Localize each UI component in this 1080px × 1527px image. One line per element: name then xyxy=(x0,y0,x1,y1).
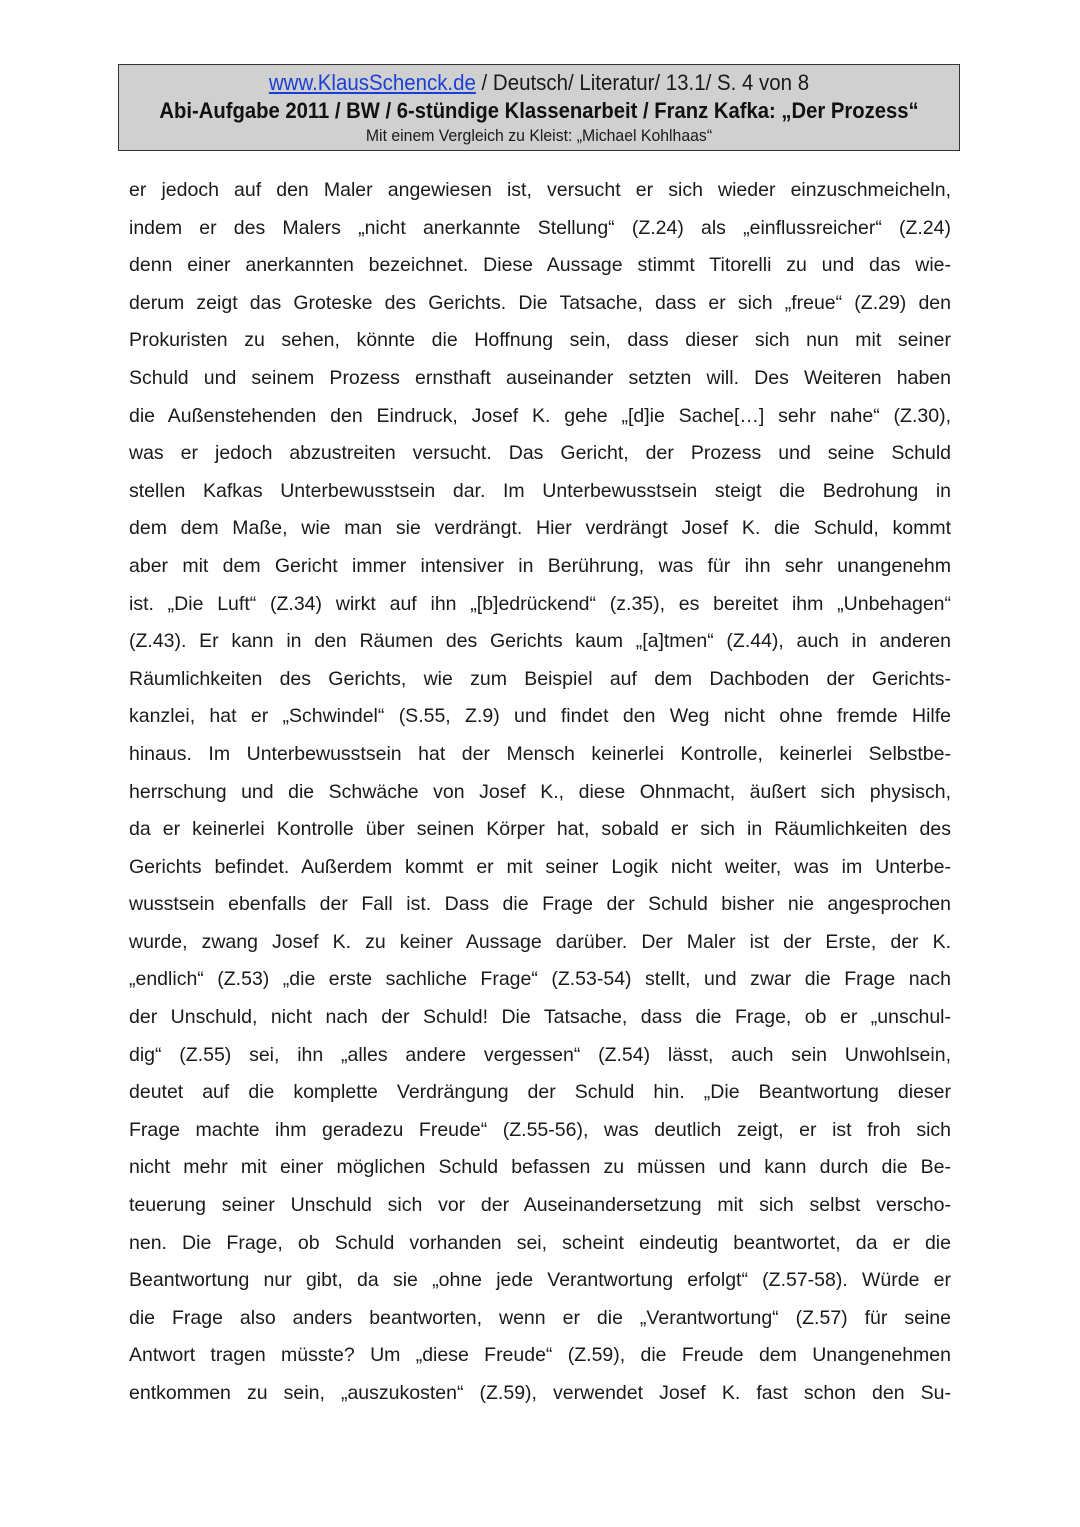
text-line: die Frage also anders beantworten, wenn er die „Verantwortung“ (Z.57) für seine xyxy=(129,1306,951,1329)
text-line: wurde, zwang Josef K. zu keiner Aussage darüber. Der Maler ist der Erste, der K. xyxy=(129,930,951,953)
text-line: derum zeigt das Groteske des Gerichts. Die Tatsache, dass er sich „freue“ (Z.29) den xyxy=(129,291,951,314)
text-line: Gerichts befindet. Außerdem kommt er mit seiner Logik nicht weiter, was im Unterbe- xyxy=(129,855,951,878)
header-course-info: / Deutsch/ Literatur/ 13.1/ S. 4 von 8 xyxy=(475,70,810,95)
header-source-line xyxy=(148,69,929,97)
text-line: entkommen zu sein, „auszukosten“ (Z.59), verwendet Josef K. fast schon den Su- xyxy=(129,1382,951,1404)
text-line: dig“ (Z.55) sei, ihn „alles andere vergessen“ (Z.54) lässt, auch sein Unwohlsein, xyxy=(129,1043,951,1066)
text-line: Schuld und seinem Prozess ernsthaft auseinander setzten will. Des Weiteren haben xyxy=(129,366,951,389)
text-line: denn einer anerkannten bezeichnet. Diese Aussage stimmt Titorelli zu und das wie- xyxy=(129,254,951,277)
text-line: der Unschuld, nicht nach der Schuld! Die Tatsache, dass die Frage, ob er „unschul- xyxy=(129,1006,951,1029)
text-line: „endlich“ (Z.53) „die erste sachliche Frage“ (Z.53-54) stellt, und zwar die Frage nach xyxy=(129,968,951,991)
header-title: Abi-Aufgabe 2011 / BW / 6-stündige Klassenarbeit / Franz Kafka: „Der Prozess“ xyxy=(159,98,919,123)
text-line: (Z.43). Er kann in den Räumen des Gerichts kaum „[a]tmen“ (Z.44), auch in anderen xyxy=(129,630,951,653)
text-line: kanzlei, hat er „Schwindel“ (S.55, Z.9) und findet den Weg nicht ohne fremde Hilfe xyxy=(129,705,951,728)
text-line: dem dem Maße, wie man sie verdrängt. Hier verdrängt Josef K. die Schuld, kommt xyxy=(129,517,951,540)
text-line: was er jedoch abzustreiten versucht. Das Gericht, der Prozess und seine Schuld xyxy=(129,442,951,465)
text-line: teuerung seiner Unschuld sich vor der Auseinandersetzung mit sich selbst verscho- xyxy=(129,1194,951,1217)
text-line: Frage machte ihm geradezu Freude“ (Z.55-56), was deutlich zeigt, er ist froh sich xyxy=(129,1118,951,1141)
website-link[interactable]: www.KlausSchenck.de xyxy=(268,70,476,95)
text-line: stellen Kafkas Unterbewusstsein dar. Im Unterbewusstsein steigt die Bedrohung in xyxy=(129,479,951,502)
text-line: Räumlichkeiten des Gerichts, wie zum Beispiel auf dem Dachboden der Gerichts- xyxy=(129,667,951,690)
text-line: er jedoch auf den Maler angewiesen ist, versucht er sich wieder einzuschmeicheln, xyxy=(129,179,951,201)
header-subtitle: Mit einem Vergleich zu Kleist: „Michael Kohlhaas“ xyxy=(365,126,713,145)
text-line: aber mit dem Gericht immer intensiver in Berührung, was für ihn sehr unangenehm xyxy=(129,554,951,577)
text-line: nicht mehr mit einer möglichen Schuld befassen zu müssen und kann durch die Be- xyxy=(129,1156,951,1179)
text-line: ist. „Die Luft“ (Z.34) wirkt auf ihn „[b]edrückend“ (z.35), es bereitet ihm „Unbehagen“ xyxy=(129,592,951,615)
text-line: nen. Die Frage, ob Schuld vorhanden sei, scheint eindeutig beantwortet, da er die xyxy=(129,1231,951,1254)
text-line: indem er des Malers „nicht anerkannte Stellung“ (Z.24) als „einflussreicher“ (Z.24) xyxy=(129,216,951,239)
text-line: herrschung und die Schwäche von Josef K., diese Ohnmacht, äußert sich physisch, xyxy=(129,780,951,803)
text-line: Antwort tragen müsste? Um „diese Freude“ (Z.59), die Freude dem Unangenehmen xyxy=(129,1344,951,1367)
text-line: die Außenstehenden den Eindruck, Josef K. gehe „[d]ie Sache[…] sehr nahe“ (Z.30), xyxy=(129,404,951,427)
text-line: deutet auf die komplette Verdrängung der Schuld hin. „Die Beantwortung dieser xyxy=(129,1081,951,1104)
text-line: Prokuristen zu sehen, könnte die Hoffnung sein, dass dieser sich nun mit seiner xyxy=(129,329,951,352)
text-line: da er keinerlei Kontrolle über seinen Körper hat, sobald er sich in Räumlichkeiten des xyxy=(129,818,951,841)
text-line: Beantwortung nur gibt, da sie „ohne jede Verantwortung erfolgt“ (Z.57-58). Würde er xyxy=(129,1269,951,1292)
document-header xyxy=(118,64,960,151)
text-line: wusstsein ebenfalls der Fall ist. Dass die Frage der Schuld bisher nie angesprochen xyxy=(129,893,951,916)
body-paragraph xyxy=(129,172,951,1413)
text-line: hinaus. Im Unterbewusstsein hat der Mensch keinerlei Kontrolle, keinerlei Selbstbe- xyxy=(129,742,951,765)
